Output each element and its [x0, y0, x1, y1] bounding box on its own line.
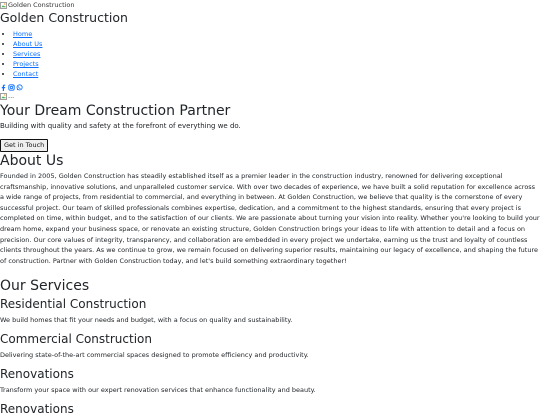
service-item [0, 332, 540, 360]
service-item [0, 297, 540, 325]
main-nav [0, 29, 540, 79]
nav-item-services [13, 49, 540, 59]
nav-link-services[interactable]: Services [13, 50, 41, 58]
hero-image [0, 92, 540, 101]
nav-link-projects[interactable]: Projects [13, 60, 39, 68]
services-title: Our Services [0, 278, 90, 295]
service-description: We build homes that fit your needs and budget, with a focus on quality and sustainability. [0, 316, 293, 325]
site-header [0, 1, 540, 91]
broken-image-icon [0, 93, 7, 100]
about-title: About Us [0, 153, 64, 169]
nav-item-about [13, 39, 540, 49]
services-section [0, 278, 540, 417]
nav-item-contact [13, 69, 540, 79]
hero-subtitle: Building with quality and safety at the forefront of everything we do. [0, 122, 241, 130]
hero-title: Your Dream Construction Partner [0, 103, 231, 119]
hero-image-alt: ... [8, 92, 15, 100]
get-in-touch-button[interactable]: Get in Touch [0, 139, 48, 152]
service-description: Transform your space with our expert renovation services that enhance functionality and beauty. [0, 386, 316, 395]
service-item [0, 402, 540, 417]
hero-section [0, 92, 540, 152]
about-text: Founded in 2005, Golden Construction has steadily established itself as a premier leader in the construction industry, renowned for delivering exceptional craftsmanship, innovative solutions, and unparalleled customer service. With over two decades of experience, we have built a solid reputation for excellence across a wide range of projects, from residential to commercial, and everything in between. At Golden Construction, we believe that quality is the cornerstone of every successful project. Our team of skilled professionals combines expertise, dedication, and a commitment to the highest standards, ensuring that every project is completed on time, within budget, and to the satisfaction of our clients. We are passionate about turning your vision into reality. Whether you're looking to build your dream home, expand your business space, or renovate an existing structure, Golden Construction brings your ideas to life with attention to detail and a focus on precision. Our core values of integrity, transparency, and collaboration are embedded in every project we undertake, earning us the trust and loyalty of countless clients throughout the years. As we continue to grow, we remain focused on delivering superior results, maintaining our legacy of excellence, and shaping the future of construction. Partner with Golden Construction today, and let's build something extraordinary together! [0, 172, 540, 265]
nav-item-home [13, 29, 540, 39]
brand-name: Golden Construction [0, 10, 128, 25]
nav-link-contact[interactable]: Contact [13, 70, 39, 78]
logo-alt-text: Golden Construction [8, 1, 75, 9]
service-description: Delivering state-of-the-art commercial spaces designed to promote efficiency and productivity. [0, 351, 309, 360]
service-title: Renovations [0, 402, 74, 417]
instagram-icon[interactable] [8, 84, 15, 91]
service-title: Renovations [0, 367, 74, 382]
service-item [0, 367, 540, 395]
service-title: Commercial Construction [0, 332, 152, 347]
service-title: Residential Construction [0, 297, 147, 312]
nav-link-home[interactable]: Home [13, 30, 33, 38]
whatsapp-icon[interactable] [16, 84, 23, 91]
social-links [0, 83, 540, 91]
broken-image-icon [0, 2, 7, 9]
about-section [0, 153, 540, 266]
facebook-icon[interactable] [0, 84, 7, 91]
nav-link-about[interactable]: About Us [13, 40, 43, 48]
nav-item-projects [13, 59, 540, 69]
logo-image[interactable] [0, 1, 540, 10]
